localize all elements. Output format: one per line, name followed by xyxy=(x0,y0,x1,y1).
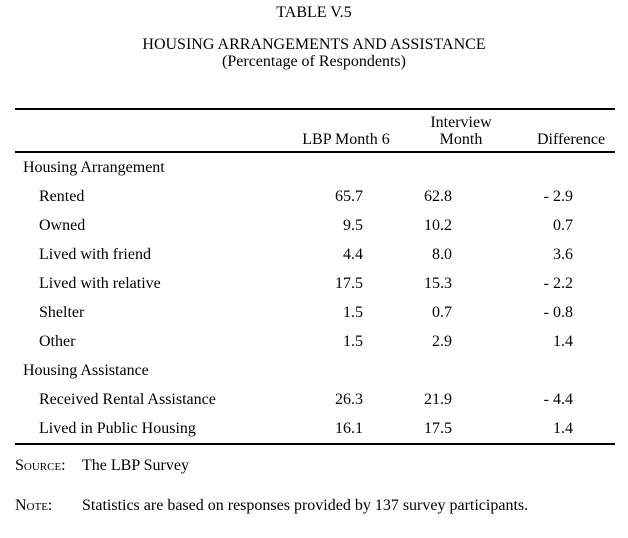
table-row-owned xyxy=(15,211,615,240)
table-subheading: (Percentage of Respondents) xyxy=(222,53,406,70)
interview-month-value: 8.0 xyxy=(432,246,452,263)
col-header-interview-line2: Month xyxy=(439,131,483,148)
table-row-lived-in-public-housing xyxy=(15,414,615,444)
row-label: Lived with relative xyxy=(39,275,161,292)
interview-month-value: 15.3 xyxy=(424,275,452,292)
col-header-interview-line1: Interview xyxy=(430,114,492,131)
source-text: The LBP Survey xyxy=(82,457,189,474)
difference-value: 0.7 xyxy=(553,217,573,234)
source-line xyxy=(15,457,189,475)
table-row-other xyxy=(15,327,615,356)
lbp-month-6-value: 1.5 xyxy=(343,333,363,350)
table-row-rented xyxy=(15,182,615,211)
difference-value: - 4.4 xyxy=(543,391,573,408)
section-label: Housing Assistance xyxy=(23,362,149,379)
row-label: Lived in Public Housing xyxy=(15,414,280,444)
difference-value: 1.4 xyxy=(553,333,573,350)
lbp-month-6-value: 9.5 xyxy=(343,217,363,234)
interview-month-value: 10.2 xyxy=(424,217,452,234)
col-header-blank xyxy=(15,109,280,152)
row-label: Other xyxy=(39,333,76,350)
row-label: Lived with friend xyxy=(39,246,151,263)
row-label: Shelter xyxy=(39,304,85,321)
row-label: Received Rental Assistance xyxy=(39,391,216,408)
table-row-lived-with-friend xyxy=(15,240,615,269)
source-label: Source: xyxy=(15,457,66,474)
header-row xyxy=(15,109,615,152)
interview-month-value: 0.7 xyxy=(432,304,452,321)
table-number: TABLE V.5 xyxy=(276,4,352,21)
difference-value: - 0.8 xyxy=(543,304,573,321)
lbp-month-6-value: 16.1 xyxy=(280,414,400,444)
housing-table xyxy=(15,108,615,445)
section-row-housing-assistance xyxy=(15,356,615,385)
row-label: Rented xyxy=(39,188,85,205)
table-row-shelter xyxy=(15,298,615,327)
difference-value: - 2.9 xyxy=(543,188,573,205)
lbp-month-6-value: 1.5 xyxy=(343,304,363,321)
table-heading: HOUSING ARRANGEMENTS AND ASSISTANCE xyxy=(142,36,486,53)
note-label: Note: xyxy=(15,497,53,514)
note-line xyxy=(15,497,528,515)
lbp-month-6-value: 65.7 xyxy=(335,188,363,205)
table-row-received-rental-assistance xyxy=(15,385,615,414)
row-label: Owned xyxy=(39,217,86,234)
interview-month-value: 17.5 xyxy=(400,414,510,444)
interview-month-value: 21.9 xyxy=(424,391,452,408)
lbp-month-6-value: 4.4 xyxy=(343,246,363,263)
note-text: Statistics are based on responses provided by 137 survey participants. xyxy=(82,497,529,514)
difference-value: 3.6 xyxy=(553,246,573,263)
lbp-month-6-value: 26.3 xyxy=(335,391,363,408)
lbp-month-6-value: 17.5 xyxy=(335,275,363,292)
difference-value: 1.4 xyxy=(510,414,615,444)
table-row-lived-with-relative xyxy=(15,269,615,298)
col-header-interview-month xyxy=(400,109,510,152)
col-header-lbp-month-6: LBP Month 6 xyxy=(280,109,400,152)
difference-value: - 2.2 xyxy=(543,275,573,292)
interview-month-value: 62.8 xyxy=(424,188,452,205)
col-header-difference: Difference xyxy=(510,109,615,152)
section-row-housing-arrangement xyxy=(15,152,615,182)
interview-month-value: 2.9 xyxy=(432,333,452,350)
section-label: Housing Arrangement xyxy=(23,159,165,176)
